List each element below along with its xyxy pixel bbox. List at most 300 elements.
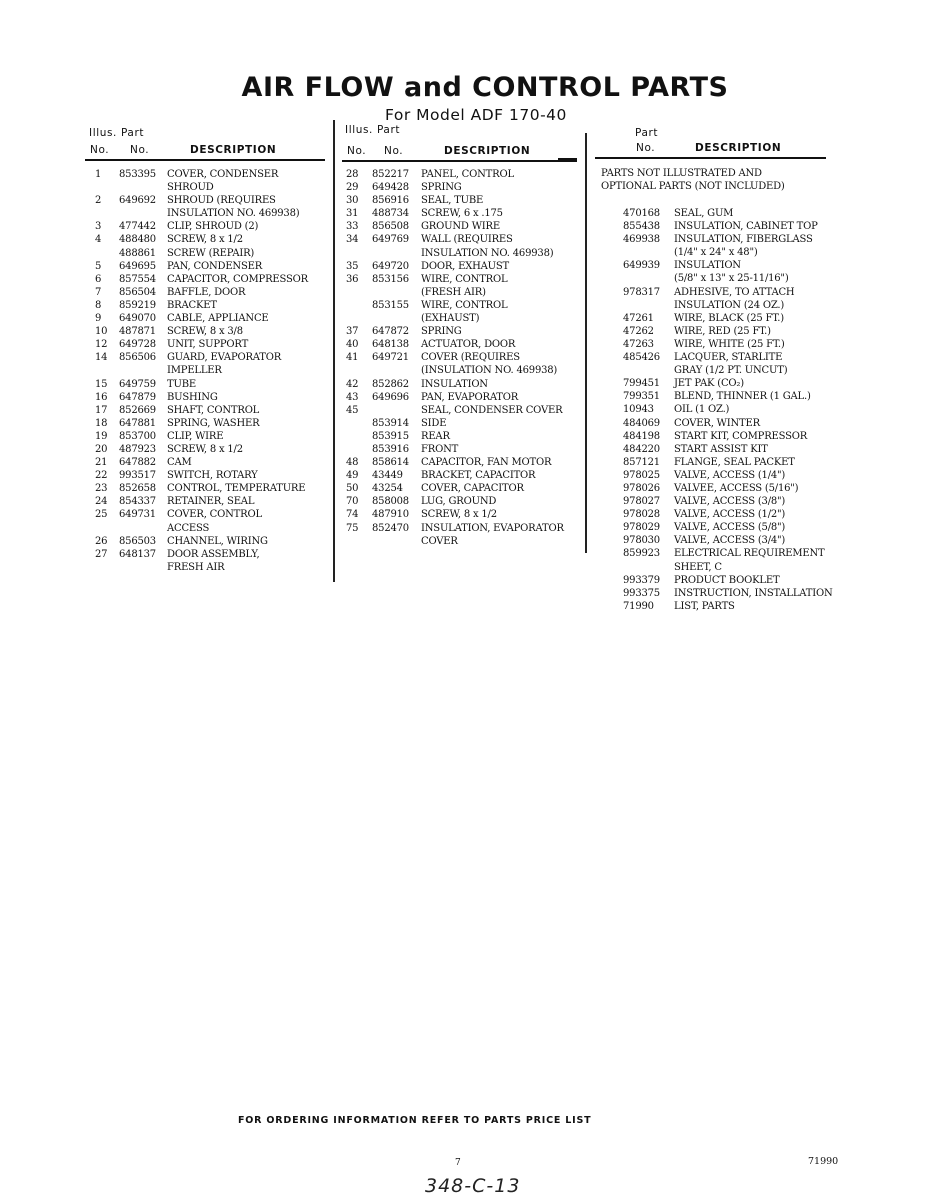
illus-number: 29: [346, 182, 359, 194]
parts-row: [346, 233, 581, 246]
parts-row: [95, 535, 330, 548]
part-description: SPRING: [421, 326, 462, 338]
part-number: 647872: [372, 326, 409, 338]
illus-number: 31: [346, 208, 359, 220]
part-description: SCREW (REPAIR): [167, 247, 255, 259]
not-illustrated-note: [601, 167, 785, 193]
header-rule-3: [595, 157, 826, 159]
part-description: ACCESS: [167, 522, 210, 534]
illus-number: 8: [95, 299, 102, 311]
parts-row: [95, 312, 330, 325]
part-number: 853155: [372, 299, 409, 311]
part-description: SPRING, WASHER: [167, 417, 260, 429]
part-number: 487910: [372, 509, 409, 521]
part-number: 978027: [623, 496, 660, 508]
part-number: 649720: [372, 260, 409, 272]
parts-row: [346, 391, 581, 404]
part-description: VALVE, ACCESS (1/4"): [674, 469, 786, 481]
part-number: 484069: [623, 417, 660, 429]
part-number: 854337: [119, 496, 156, 508]
part-description: SEAL, CONDENSER COVER: [421, 404, 563, 416]
header-illus: Illus.: [89, 127, 117, 139]
parts-row: [95, 194, 330, 207]
parts-row-continuation: [346, 286, 581, 299]
parts-row: [346, 430, 581, 443]
document-code: 71990: [808, 1156, 839, 1167]
parts-row: [623, 547, 848, 560]
part-description: WIRE, RED (25 FT.): [674, 325, 771, 337]
parts-row: [623, 600, 848, 613]
part-description: (5/8" x 13" x 25-11/16"): [674, 273, 789, 285]
part-number: 43254: [372, 483, 403, 495]
part-description: GUARD, EVAPORATOR: [167, 352, 282, 364]
header-illus-part-2: [345, 124, 400, 136]
parts-row: [346, 338, 581, 351]
part-number: 857554: [119, 273, 156, 285]
parts-row: [623, 443, 848, 456]
part-number: 978026: [623, 482, 660, 494]
part-description: CAM: [167, 457, 192, 469]
parts-row: [623, 351, 848, 364]
part-description: COVER (REQUIRES: [421, 352, 520, 364]
part-description: VALVE, ACCESS (1/2"): [674, 509, 786, 521]
parts-row: [623, 417, 848, 430]
part-number: 649769: [372, 234, 409, 246]
header-no-1: No.: [90, 144, 110, 156]
header-rule-2-thick: [558, 158, 577, 161]
illus-number: 48: [346, 457, 359, 469]
part-number: 852470: [372, 522, 409, 534]
parts-row: [95, 338, 330, 351]
parts-row-continuation: [95, 364, 330, 377]
part-number: 859219: [119, 299, 156, 311]
parts-row: [623, 521, 848, 534]
part-description: ACTUATOR, DOOR: [421, 339, 516, 351]
parts-row-continuation: [95, 522, 330, 535]
illus-number: 12: [95, 339, 108, 351]
part-number: 488734: [372, 208, 409, 220]
ordering-footer: FOR ORDERING INFORMATION REFER TO PARTS PRICE LIST: [238, 1115, 592, 1126]
part-description: VALVE, ACCESS (3/8"): [674, 496, 786, 508]
illus-number: 3: [95, 221, 102, 233]
parts-row: [95, 260, 330, 273]
illus-number: 16: [95, 391, 108, 403]
part-description: (FRESH AIR): [421, 286, 486, 298]
parts-row: [623, 338, 848, 351]
parts-row: [623, 482, 848, 495]
part-description: VALVE, ACCESS (3/4"): [674, 535, 786, 547]
parts-row: [95, 495, 330, 508]
parts-row: [346, 417, 581, 430]
illus-number: 26: [95, 535, 108, 547]
part-description: INSULATION, FIBERGLASS: [674, 234, 813, 246]
parts-row: [346, 299, 581, 312]
model-subtitle: For Model ADF 170-40: [385, 106, 567, 124]
column-divider-2: [585, 133, 587, 553]
column-divider-1: [333, 120, 335, 582]
part-description: CLIP, SHROUD (2): [167, 221, 259, 233]
header-rule-2: [342, 160, 577, 162]
header-part-3: Part: [635, 127, 659, 139]
parts-row: [95, 508, 330, 521]
part-description: (EXHAUST): [421, 313, 480, 325]
part-number: 47263: [623, 338, 654, 350]
illus-number: 7: [95, 286, 102, 298]
part-description: PRODUCT BOOKLET: [674, 574, 780, 586]
part-number: 856916: [372, 195, 409, 207]
parts-row: [623, 390, 848, 403]
part-number: 853914: [372, 417, 409, 429]
illus-number: 70: [346, 496, 359, 508]
part-description: PAN, EVAPORATOR: [421, 391, 519, 403]
illus-number: 15: [95, 378, 108, 390]
part-description: WIRE, WHITE (25 FT.): [674, 338, 785, 350]
parts-row: [346, 260, 581, 273]
part-number: 649428: [372, 182, 409, 194]
part-description: WIRE, CONTROL: [421, 273, 508, 285]
parts-row: [623, 534, 848, 547]
parts-row: [346, 482, 581, 495]
part-description: PAN, CONDENSER: [167, 260, 263, 272]
part-description: (INSULATION NO. 469938): [421, 365, 558, 377]
parts-row: [623, 233, 848, 246]
part-description: CONTROL, TEMPERATURE: [167, 483, 306, 495]
illus-number: 33: [346, 221, 359, 233]
illus-number: 30: [346, 195, 359, 207]
parts-row: [95, 220, 330, 233]
parts-row: [346, 404, 581, 417]
part-number: 647881: [119, 417, 156, 429]
illus-number: 36: [346, 273, 359, 285]
parts-row-continuation: [346, 312, 581, 325]
parts-row: [346, 168, 581, 181]
illus-number: 74: [346, 509, 359, 521]
part-description: DOOR, EXHAUST: [421, 260, 510, 272]
part-description: INSULATION NO. 469938): [421, 247, 554, 259]
part-number: 10943: [623, 404, 654, 416]
note-line: PARTS NOT ILLUSTRATED AND: [601, 168, 762, 179]
parts-row-continuation: [346, 364, 581, 377]
illus-number: 41: [346, 352, 359, 364]
parts-row: [95, 469, 330, 482]
parts-row: [346, 207, 581, 220]
part-number: 649721: [372, 352, 409, 364]
illus-number: 28: [346, 169, 359, 180]
illus-number: 42: [346, 378, 359, 390]
illus-number: 37: [346, 326, 359, 338]
parts-row: [95, 482, 330, 495]
part-number: 649759: [119, 378, 156, 390]
part-description: JET PAK (CO₂): [674, 378, 744, 390]
part-description: BLEND, THINNER (1 GAL.): [674, 391, 811, 403]
part-number: 852669: [119, 404, 156, 416]
part-description: ELECTRICAL REQUIREMENT: [674, 548, 825, 560]
part-number: 853395: [119, 169, 156, 180]
part-number: 47262: [623, 325, 654, 337]
part-description: SIDE: [421, 417, 447, 429]
part-description: SHEET, C: [674, 561, 722, 573]
parts-row: [346, 181, 581, 194]
part-description: INSULATION NO. 469938): [167, 208, 300, 220]
parts-row: [95, 233, 330, 246]
part-description: INSULATION, EVAPORATOR: [421, 522, 564, 534]
parts-row: [623, 574, 848, 587]
illus-number: 27: [95, 548, 108, 560]
part-number: 993375: [623, 587, 660, 599]
part-number: 859923: [623, 548, 660, 560]
illus-number: 23: [95, 483, 108, 495]
part-number: 853700: [119, 430, 156, 442]
part-number: 852658: [119, 483, 156, 495]
part-description: BAFFLE, DOOR: [167, 286, 246, 298]
part-description: CAPACITOR, COMPRESSOR: [167, 273, 308, 285]
parts-row: [623, 587, 848, 600]
part-number: 487871: [119, 326, 156, 338]
part-number: 799351: [623, 391, 660, 403]
parts-column-1: [95, 168, 330, 574]
parts-column-3: [623, 207, 848, 613]
part-description: LIST, PARTS: [674, 600, 735, 612]
part-number: 799451: [623, 378, 660, 390]
parts-column-2: [346, 168, 581, 548]
part-description: FRESH AIR: [167, 561, 225, 573]
parts-row-continuation: [623, 561, 848, 574]
illus-number: 34: [346, 234, 359, 246]
part-description: CHANNEL, WIRING: [167, 535, 268, 547]
parts-row: [95, 417, 330, 430]
illus-number: 18: [95, 417, 108, 429]
part-number: 477442: [119, 221, 156, 233]
part-number: 649695: [119, 260, 156, 272]
part-description: COVER, WINTER: [674, 417, 760, 429]
part-number: 978030: [623, 535, 660, 547]
page-title: AIR FLOW and CONTROL PARTS: [241, 72, 729, 103]
parts-row: [623, 495, 848, 508]
part-description: GRAY (1/2 PT. UNCUT): [674, 365, 788, 377]
part-number: 647882: [119, 457, 156, 469]
parts-row-continuation: [623, 246, 848, 259]
part-description: INSULATION (24 OZ.): [674, 299, 785, 311]
parts-row: [623, 469, 848, 482]
illus-number: 25: [95, 509, 108, 521]
header-part: Part: [120, 127, 145, 139]
part-description: COVER: [421, 535, 458, 547]
parts-row: [346, 469, 581, 482]
parts-row: [346, 220, 581, 233]
parts-row-continuation: [95, 181, 330, 194]
part-description: SEAL, TUBE: [421, 195, 484, 207]
part-description: VALVE, ACCESS (5/8"): [674, 522, 786, 534]
header-illus-part: [89, 127, 144, 139]
part-description: LUG, GROUND: [421, 496, 497, 508]
header-part-no-2: No.: [384, 145, 404, 157]
part-description: LACQUER, STARLITE: [674, 352, 783, 364]
illus-number: 1: [95, 169, 102, 180]
part-description: TUBE: [167, 378, 196, 390]
part-description: COVER, CONTROL: [167, 509, 262, 521]
part-description: INSULATION: [674, 260, 741, 272]
parts-row: [346, 194, 581, 207]
header-part-no-1: No.: [130, 144, 150, 156]
part-number: 852862: [372, 378, 409, 390]
part-number: 853915: [372, 430, 409, 442]
part-number: 858614: [372, 457, 409, 469]
parts-row: [623, 377, 848, 390]
part-number: 649692: [119, 195, 156, 207]
parts-row-continuation: [95, 207, 330, 220]
parts-row: [95, 247, 330, 260]
parts-row: [346, 443, 581, 456]
parts-row: [346, 351, 581, 364]
part-description: ADHESIVE, TO ATTACH: [674, 286, 795, 298]
parts-row-continuation: [95, 561, 330, 574]
part-number: 856503: [119, 535, 156, 547]
part-description: REAR: [421, 430, 450, 442]
part-description: SHROUD (REQUIRES: [167, 195, 276, 207]
part-description: COVER, CAPACITOR: [421, 483, 524, 495]
illus-number: 40: [346, 339, 359, 351]
part-number: 856508: [372, 221, 409, 233]
parts-row: [95, 456, 330, 469]
part-description: SEAL, GUM: [674, 208, 734, 219]
illus-number: 43: [346, 391, 359, 403]
part-description: SHROUD: [167, 182, 214, 194]
parts-row: [95, 168, 330, 181]
part-description: COVER, CONDENSER: [167, 169, 279, 180]
part-number: 649731: [119, 509, 156, 521]
parts-row-continuation: [346, 247, 581, 260]
part-description: FRONT: [421, 443, 459, 455]
illus-number: 21: [95, 457, 108, 469]
parts-row: [95, 548, 330, 561]
part-number: 993517: [119, 470, 156, 482]
parts-row: [95, 404, 330, 417]
illus-number: 6: [95, 273, 102, 285]
illus-number: 17: [95, 404, 108, 416]
part-description: IMPELLER: [167, 365, 222, 377]
illus-number: 20: [95, 443, 108, 455]
illus-number: 75: [346, 522, 359, 534]
part-number: 484198: [623, 430, 660, 442]
parts-row: [95, 351, 330, 364]
header-description-3: DESCRIPTION: [695, 142, 782, 154]
part-number: 485426: [623, 352, 660, 364]
parts-row: [346, 495, 581, 508]
parts-row: [95, 273, 330, 286]
part-description: SCREW, 8 x 1/2: [421, 509, 497, 521]
illus-number: 22: [95, 470, 108, 482]
parts-row: [346, 456, 581, 469]
part-description: SCREW, 8 x 1/2: [167, 234, 243, 246]
parts-row: [95, 299, 330, 312]
part-number: 858008: [372, 496, 409, 508]
part-description: BUSHING: [167, 391, 218, 403]
part-number: 43449: [372, 470, 403, 482]
part-description: SCREW, 6 x .175: [421, 208, 503, 220]
part-description: VALVEE, ACCESS (5/16"): [674, 482, 799, 494]
part-number: 71990: [623, 600, 654, 612]
part-description: DOOR ASSEMBLY,: [167, 548, 260, 560]
part-description: WIRE, BLACK (25 FT.): [674, 312, 784, 324]
part-number: 47261: [623, 312, 654, 324]
illus-number: 45: [346, 404, 359, 416]
part-number: 470168: [623, 208, 660, 219]
part-description: START ASSIST KIT: [674, 443, 768, 455]
parts-row: [95, 325, 330, 338]
part-description: BRACKET: [167, 299, 217, 311]
parts-row: [623, 430, 848, 443]
part-description: SCREW, 8 x 1/2: [167, 443, 243, 455]
part-description: SCREW, 8 x 3/8: [167, 326, 243, 338]
parts-row: [346, 522, 581, 535]
parts-row: [623, 456, 848, 469]
illus-number: 19: [95, 430, 108, 442]
handwritten-annotation: 348-C-13: [425, 1175, 521, 1197]
part-number: 993379: [623, 574, 660, 586]
part-description: INSTRUCTION, INSTALLATION: [674, 587, 833, 599]
part-number: 648138: [372, 339, 409, 351]
parts-row: [623, 508, 848, 521]
part-description: CAPACITOR, FAN MOTOR: [421, 457, 552, 469]
parts-row: [346, 508, 581, 521]
part-number: 649696: [372, 391, 409, 403]
part-number: 853916: [372, 443, 409, 455]
part-description: SPRING: [421, 182, 462, 194]
part-number: 853156: [372, 273, 409, 285]
parts-row: [623, 286, 848, 299]
part-description: CLIP, WIRE: [167, 430, 224, 442]
illus-number: 2: [95, 195, 102, 207]
parts-row: [95, 430, 330, 443]
part-description: WIRE, CONTROL: [421, 299, 508, 311]
illus-number: 4: [95, 234, 102, 246]
illus-number: 50: [346, 483, 359, 495]
header-no-3: No.: [636, 142, 656, 154]
part-description: GROUND WIRE: [421, 221, 500, 233]
parts-row-continuation: [346, 535, 581, 548]
illus-number: 5: [95, 260, 102, 272]
note-line: OPTIONAL PARTS (NOT INCLUDED): [601, 181, 785, 193]
parts-row: [95, 443, 330, 456]
parts-row: [623, 325, 848, 338]
part-description: FLANGE, SEAL PACKET: [674, 456, 795, 468]
part-number: 647879: [119, 391, 156, 403]
part-number: 649728: [119, 339, 156, 351]
part-number: 487923: [119, 443, 156, 455]
part-number: 649070: [119, 313, 156, 325]
parts-row: [623, 403, 848, 416]
parts-row: [623, 207, 848, 220]
part-number: 978317: [623, 286, 660, 298]
part-description: PANEL, CONTROL: [421, 169, 514, 180]
part-number: 852217: [372, 169, 409, 180]
part-description: OIL (1 OZ.): [674, 404, 730, 416]
part-number: 484220: [623, 443, 660, 455]
illus-number: 24: [95, 496, 108, 508]
part-description: WALL (REQUIRES: [421, 234, 513, 246]
parts-row: [623, 312, 848, 325]
parts-row-continuation: [623, 364, 848, 377]
header-no-2: No.: [347, 145, 367, 157]
part-number: 648137: [119, 548, 156, 560]
illus-number: 35: [346, 260, 359, 272]
illus-number: 14: [95, 352, 108, 364]
parts-row: [346, 273, 581, 286]
header-description-2: DESCRIPTION: [444, 145, 531, 157]
part-number: 978028: [623, 509, 660, 521]
illus-number: 10: [95, 326, 108, 338]
header-description-1: DESCRIPTION: [190, 144, 277, 156]
